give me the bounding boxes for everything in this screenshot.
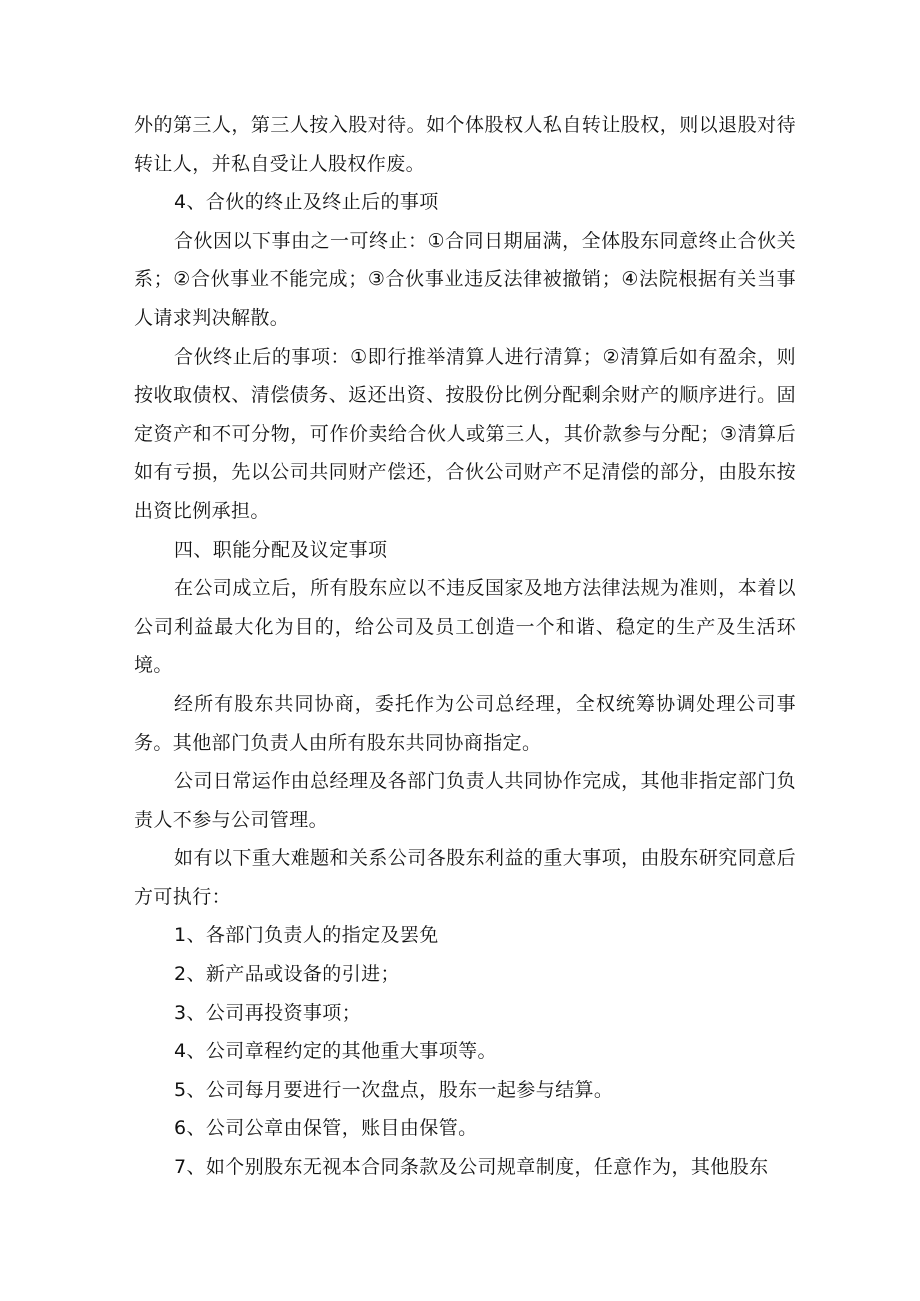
list-item: 2、新产品或设备的引进；	[174, 963, 400, 986]
list-item: 7、如个别股东无视本合同条款及公司规章制度，任意作为，其他股东	[174, 1156, 769, 1179]
paragraph-general-manager: 经所有股东共同协商，委托作为公司总经理，全权统筹协调处理公司事务。其他部门负责人由所有股东共同协商指定。	[134, 692, 796, 754]
paragraph-termination-causes: 合伙因以下事由之一可终止：①合同日期届满，全体股东同意终止合伙关系；②合伙事业不能完成；③合伙事业违反法律被撤销；④法院根据有关当事人请求判决解散。	[134, 229, 796, 329]
paragraph-termination-matters: 合伙终止后的事项：①即行推举清算人进行清算；②清算后如有盈余，则按收取债权、清偿债务、返还出资、按股份比例分配剩余财产的顺序进行。固定资产和不可分物，可作价卖给合伙人或第三人，其价款参与分配；③清算后如有亏损，先以公司共同财产偿还，合伙公司财产不足清偿的部分，由股东按出资比例承担。	[134, 345, 796, 522]
document-page	[134, 106, 796, 1187]
list-item: 6、公司公章由保管，账目由保管。	[174, 1117, 478, 1140]
list-item: 3、公司再投资事项；	[174, 1001, 362, 1024]
paragraph-principles: 在公司成立后，所有股东应以不违反国家及地方法律法规为准则，本着以公司利益最大化为目的，给公司及员工创造一个和谐、稳定的生产及生活环境。	[134, 577, 796, 677]
paragraph-daily-operation: 公司日常运作由总经理及各部门负责人共同协作完成，其他非指定部门负责人不参与公司管理。	[134, 770, 796, 831]
section-heading-termination: 4、合伙的终止及终止后的事项	[174, 191, 439, 214]
list-item: 5、公司每月要进行一次盘点，股东一起参与结算。	[174, 1078, 614, 1101]
list-item: 1、各部门负责人的指定及罢免	[174, 924, 439, 947]
paragraph-transfer-clause: 外的第三人，第三人按入股对待。如个体股权人私自转让股权，则以退股对待转让人，并私自受让人股权作废。	[134, 114, 796, 175]
section-heading-duties: 四、职能分配及议定事项	[174, 538, 388, 561]
list-item: 4、公司章程约定的其他重大事项等。	[174, 1040, 497, 1063]
paragraph-major-matters: 如有以下重大难题和关系公司各股东利益的重大事项，由股东研究同意后方可执行：	[134, 847, 796, 908]
